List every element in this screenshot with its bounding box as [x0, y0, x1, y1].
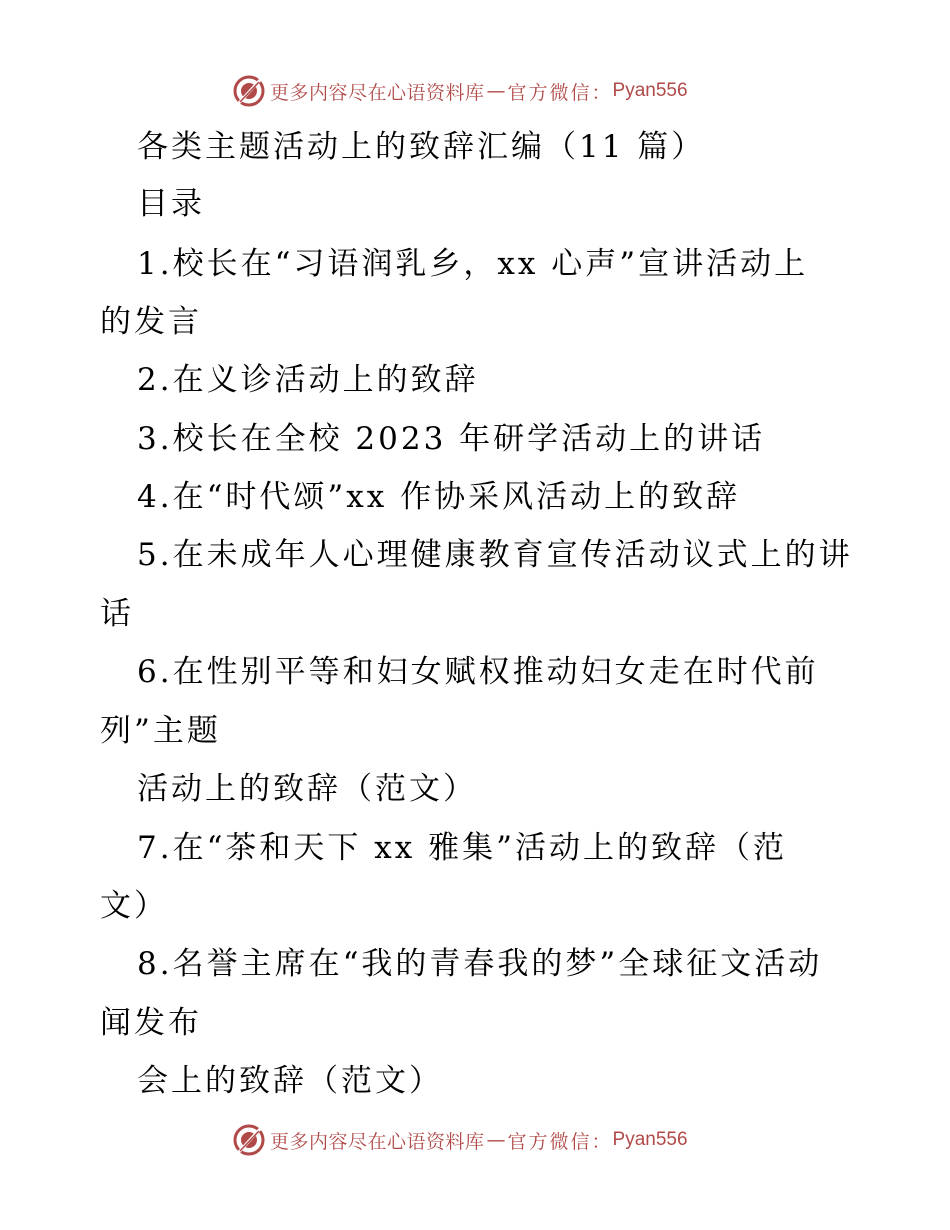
toc-item-8: 8.名誉主席在“我的青春我的梦”全球征文活动: [137, 946, 823, 982]
toc-heading: 目录: [137, 186, 205, 222]
quill-logo-icon: [232, 74, 266, 108]
toc-item-3: 3.校长在全校 2023 年研学活动上的讲话: [137, 421, 766, 457]
footer-watermark: [232, 1122, 752, 1158]
toc-item-7-cont: 文）: [100, 888, 168, 924]
toc-item-4: 4.在“时代颂”xx 作协采风活动上的致辞: [137, 479, 741, 515]
toc-item-6-cont-2: 活动上的致辞（范文）: [137, 771, 477, 807]
quill-logo-icon: [232, 1123, 266, 1157]
watermark-wechat-id: Pyan556: [612, 1129, 688, 1150]
watermark-wechat-id: Pyan556: [612, 80, 688, 101]
toc-item-6-cont: 列”主题: [100, 713, 221, 749]
document-title: 各类主题活动上的致辞汇编（11 篇）: [137, 129, 706, 165]
toc-item-2: 2.在义诊活动上的致辞: [137, 362, 479, 398]
toc-item-5: 5.在未成年人心理健康教育宣传活动议式上的讲: [137, 537, 853, 573]
toc-item-8-cont-2: 会上的致辞（范文）: [137, 1063, 443, 1099]
toc-item-8-cont: 闻发布: [100, 1005, 202, 1041]
watermark-label: 官方微信：: [507, 81, 613, 104]
toc-item-7: 7.在“茶和天下 xx 雅集”活动上的致辞（范: [137, 830, 787, 866]
header-watermark: [232, 73, 752, 109]
watermark-separator: —: [486, 80, 506, 102]
watermark-text: 更多内容尽在心语资料库: [270, 81, 485, 104]
watermark-label: 官方微信：: [507, 1130, 613, 1153]
toc-item-5-cont: 话: [100, 596, 134, 632]
toc-item-1: 1.校长在“习语润乳乡，xx 心声”宣讲活动上: [137, 246, 809, 282]
watermark-separator: —: [486, 1129, 506, 1151]
toc-item-6: 6.在性别平等和妇女赋权推动妇女走在时代前: [137, 654, 819, 690]
toc-item-1-cont: 的发言: [100, 304, 202, 340]
watermark-text: 更多内容尽在心语资料库: [270, 1130, 485, 1153]
